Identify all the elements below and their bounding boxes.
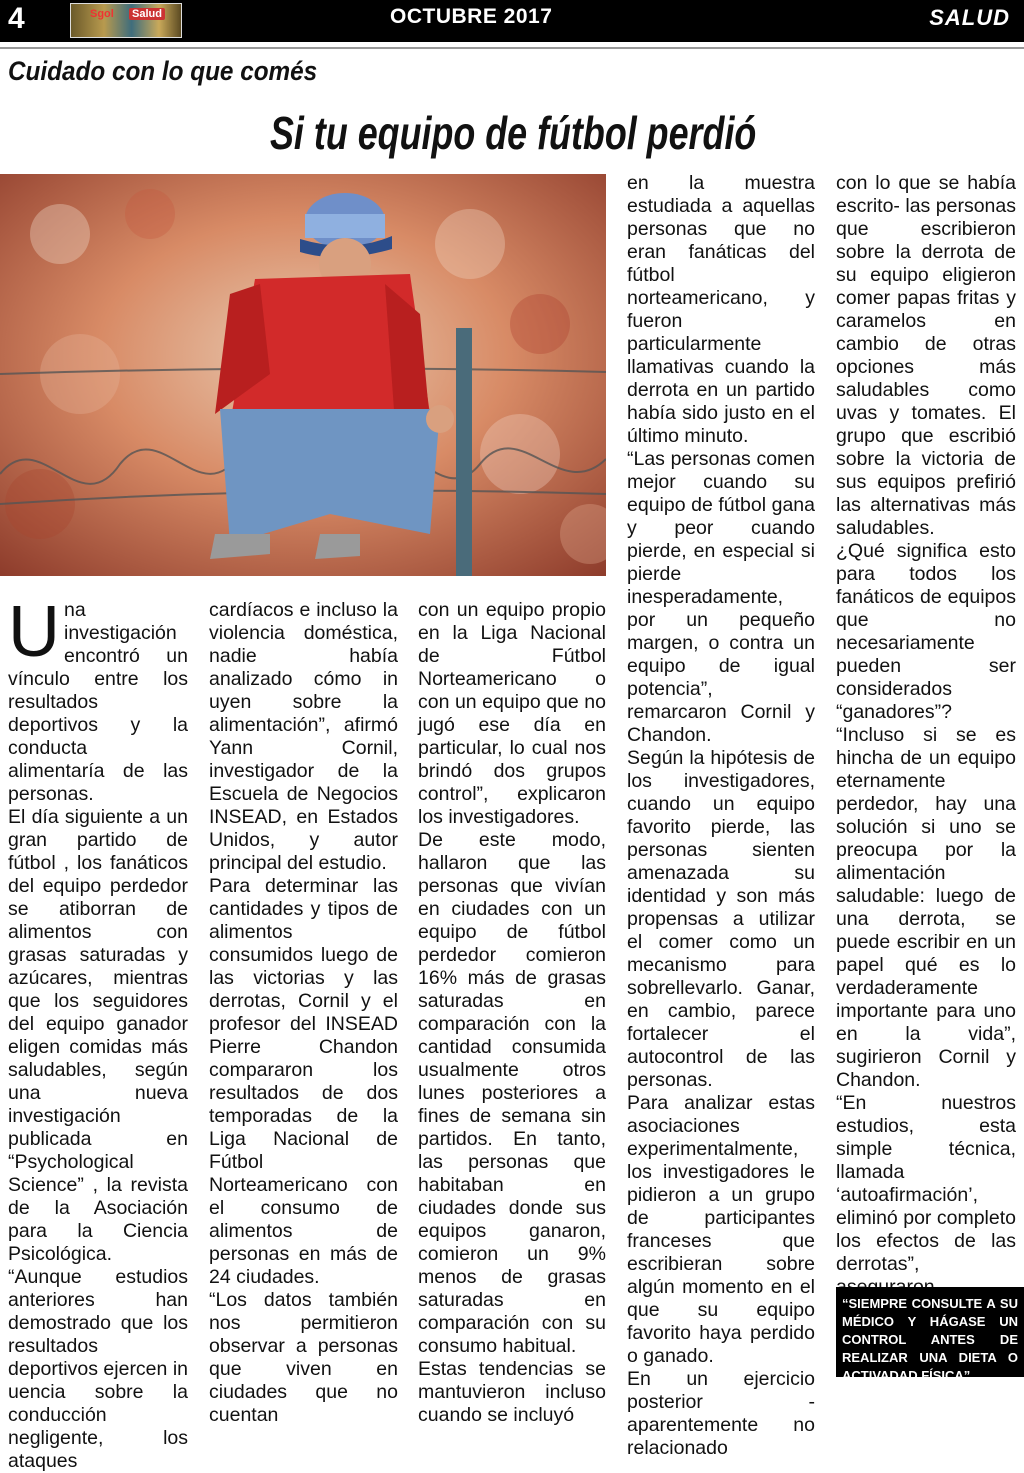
article-column-1 bbox=[8, 592, 188, 1473]
article-paragraph: De este modo, hallaron que las personas que vivían en ciudades con un equipo de fútbol perdedor comieron 16% más de grasas saturadas en comparación con la cantidad consumida usualmente otros lunes posteriores a fines de semana sin partidos. En tanto, las personas que habitaban en ciudades donde sus equipos ganaron, comieron un 9% menos de grasas saturadas en comparación con su consumo habitual. bbox=[418, 829, 606, 1357]
football-fan-photo-icon bbox=[0, 174, 606, 576]
article-paragraph: En un ejercicio posterior -aparentemente no relacionado bbox=[627, 1368, 815, 1459]
logo-text-1: Sgol bbox=[90, 8, 114, 20]
article-paragraph: “Aunque estudios anteriores han demostrado que los resultados deportivos ejercen in uencia sobre la conducción negligente, los ataques bbox=[8, 1266, 188, 1472]
page-number: 4 bbox=[8, 2, 25, 35]
article-column-2 bbox=[209, 599, 398, 1427]
article-column-3 bbox=[418, 599, 606, 1427]
article-column-4 bbox=[627, 172, 815, 1460]
article-paragraph: Una investigación encontró un vínculo entre los resultados deportivos y la conducta alimentaría de las personas. bbox=[8, 592, 188, 805]
article-paragraph: “Incluso si se es hincha de un equipo eternamente perdedor, hay una solución si uno se preocupa por la alimentación saludable: luego de una derrota, se puede escribir en un papel qué es lo verdaderamente importante para uno en la vida”, sugirieron Cornil y Chandon. bbox=[836, 724, 1016, 1091]
issue-date: OCTUBRE 2017 bbox=[390, 5, 553, 28]
article-paragraph: Según la hipótesis de los investigadores, cuando un equipo favorito pierde, las personas sienten amenazada su identidad y son más propensas a utilizar el comer como un mecanismo para sobrellevarlo. Ganar, en cambio, parece fortalecer el autocontrol de las personas. bbox=[627, 747, 815, 1091]
article-paragraph: El día siguiente a un gran partido de fútbol , los fanáticos del equipo perdedor se atiborran de alimentos con grasas saturadas y azúcares, mientras que los seguidores del equipo ganador eligen comidas más saludables, según una nueva investigación publicada en “Psychological Science” , la revista de la Asociación para la Ciencia Psicológica. bbox=[8, 806, 188, 1265]
article-paragraph: en la muestra estudiada a aquellas personas que no eran fanáticas del fútbol norteamericano, y fueron particularmente llamativas cuando la derrota en un partido había sido justo en el último minuto. bbox=[627, 172, 815, 447]
article-paragraph: “En nuestros estudios, esta simple técnica, llamada ‘autoafirmación’, eliminó por completo los efectos de las derrotas”, bbox=[836, 1092, 1016, 1275]
advice-box: “SIEMPRE CONSULTE A SU MÉDICO Y HÁGASE UN CONTROL ANTES DE REALIZAR UNA DIETA O ACTIVADAD FÍSICA” bbox=[836, 1287, 1024, 1377]
header-divider bbox=[0, 47, 1024, 49]
article-kicker: Cuidado con lo que comés bbox=[8, 56, 318, 86]
article-paragraph: “Los datos también nos permitieron observar a personas que viven en ciudades que no cuentan bbox=[209, 1289, 398, 1426]
article-column-5 bbox=[836, 172, 1016, 1299]
article-paragraph: ¿Qué significa esto para todos los fanáticos de equipos que no necesariamente pueden ser considerados “ganadores”? bbox=[836, 540, 1016, 723]
drop-cap: U bbox=[8, 592, 60, 672]
sgol-salud-logo-icon bbox=[70, 3, 182, 38]
article-paragraph: Estas tendencias se mantuvieron incluso cuando se incluyó bbox=[418, 1358, 606, 1426]
article-paragraph: Para determinar las cantidades y tipos de alimentos consumidos luego de las victorias y las derrotas, Cornil y el profesor del INSEAD Pierre Chandon compararon los resultados de dos temporadas de la Liga Nacional de Fútbol Norteamericano con el consumo de alimentos de personas en más de 24 ciudades. bbox=[209, 875, 398, 1288]
article-paragraph: con lo que se había escrito- las personas que escribieron sobre la derrota de su equipo eligieron comer papas fritas y caramelos en cambio de otras opciones más saludables como uvas y tomates. El grupo que escribió sobre la victoria de sus equipos prefirió las alternativas más saludables. bbox=[836, 172, 1016, 539]
article-headline: Si tu equipo de fútbol perdió bbox=[270, 107, 757, 159]
article-paragraph: con un equipo propio en la Liga Nacional de Fútbol Norteamericano o con un equipo que no jugó ese día en particular, lo cual nos brindó dos grupos control”, explicaron los investigadores. bbox=[418, 599, 606, 828]
page-header bbox=[0, 0, 1024, 42]
section-name: SALUD bbox=[929, 5, 1010, 30]
article-paragraph: cardíacos e incluso la violencia doméstica, nadie había analizado cómo in uyen sobre la alimentación”, afirmó Yann Cornil, investigador de la Escuela de Negocios INSEAD, en Estados Unidos, y autor principal del estudio. bbox=[209, 599, 398, 874]
article-paragraph: Para analizar estas asociaciones experimentalmente, los investigadores le pidieron a un grupo de participantes franceses que escribieran sobre algún momento en el que su equipo favorito haya perdido o ganado. bbox=[627, 1092, 815, 1367]
logo-text-2: Salud bbox=[129, 8, 165, 20]
article-paragraph: “Las personas comen mejor cuando su equipo de fútbol gana y peor cuando pierde, en especial si pierde inesperadamente, por un pequeño margen, o contra un equipo de igual potencia”, remarcaron Cornil y Chandon. bbox=[627, 448, 815, 746]
